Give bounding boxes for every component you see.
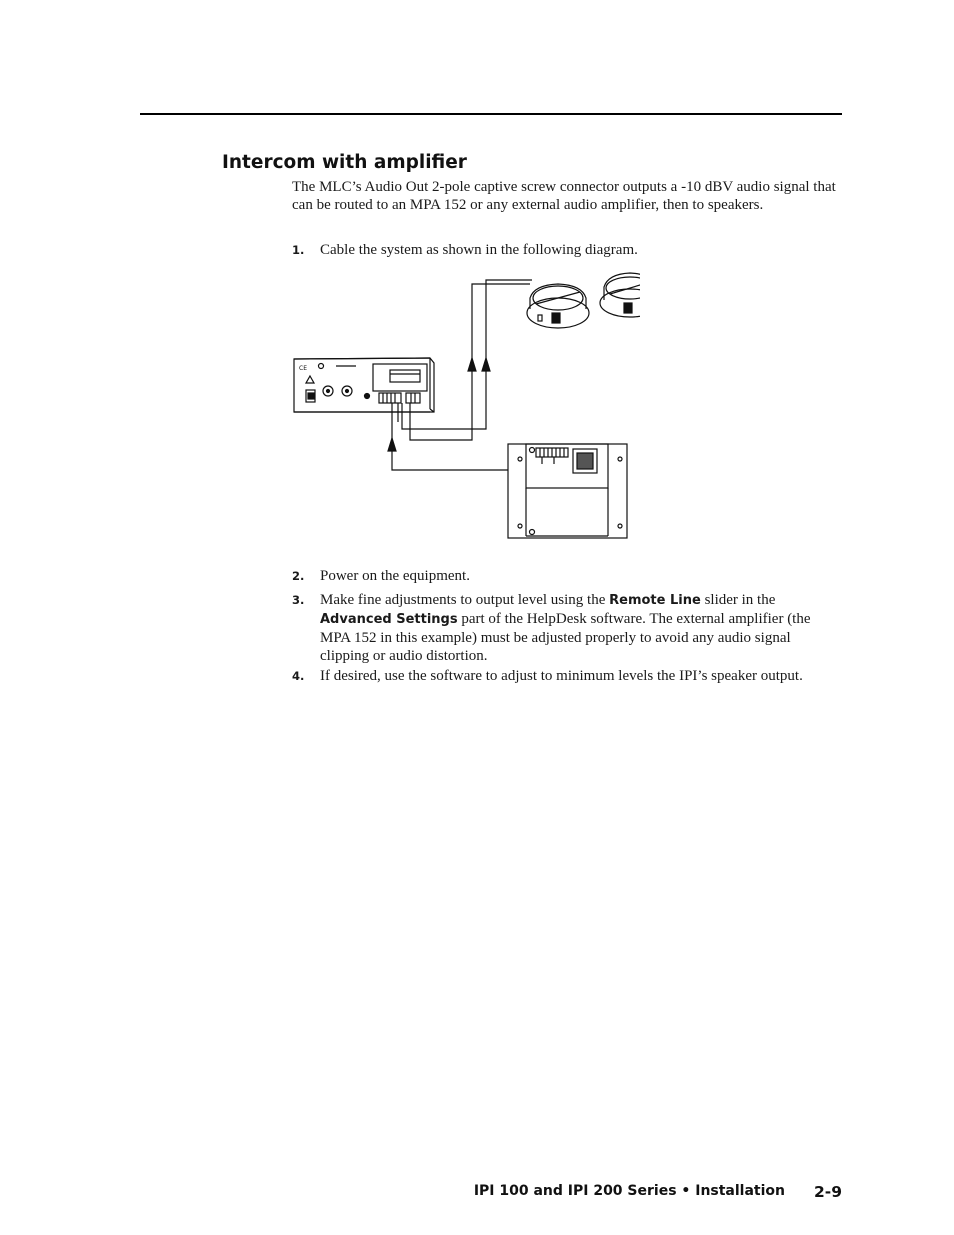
step-number: 1. [292,243,305,257]
step-2 [292,567,842,585]
ipi-wall-unit [508,444,627,538]
step-text-part: Make fine adjustments to output level using the [320,592,610,608]
wiring-diagram [290,262,640,544]
arrowhead [482,358,490,371]
step-number: 2. [292,569,305,583]
step-1 [292,241,842,259]
svg-text:CE: CE [299,365,307,372]
remote-line-label: Remote Line [609,593,701,608]
step-text: If desired, use the software to adjust to minimum levels the IPI’s speaker output. [320,668,803,684]
step-text [320,591,842,665]
ceiling-speaker-right [600,273,640,317]
step-text-part: slider in the [700,592,776,608]
step-text-part: part of the HelpDesk software. The external amplifier (the MPA 152 in this example) must be adjusted properly to avoid any audio signal clipping or audio distortion. [320,611,811,664]
section-title: Intercom with amplifier [222,152,467,173]
intro-paragraph: The MLC’s Audio Out 2-pole captive screw connector outputs a -10 dBV audio signal that can be routed to an MPA 152 or any external audio amplifier, then to speakers. [292,179,836,213]
step-text: Power on the equipment. [320,568,470,584]
arrowhead [468,358,476,371]
ceiling-speaker-left [527,284,589,328]
footer-title: IPI 100 and IPI 200 Series • Installation [473,1183,785,1199]
arrowhead [388,438,396,451]
step-text: Cable the system as shown in the following diagram. [320,242,638,258]
advanced-settings-label: Advanced Settings [320,612,458,627]
step-3 [292,591,842,665]
step-number: 4. [292,669,305,683]
page-number: 2-9 [813,1183,842,1201]
step-number: 3. [292,593,305,607]
step-4 [292,667,842,685]
header-rule [140,113,842,115]
amplifier-unit [294,358,434,412]
